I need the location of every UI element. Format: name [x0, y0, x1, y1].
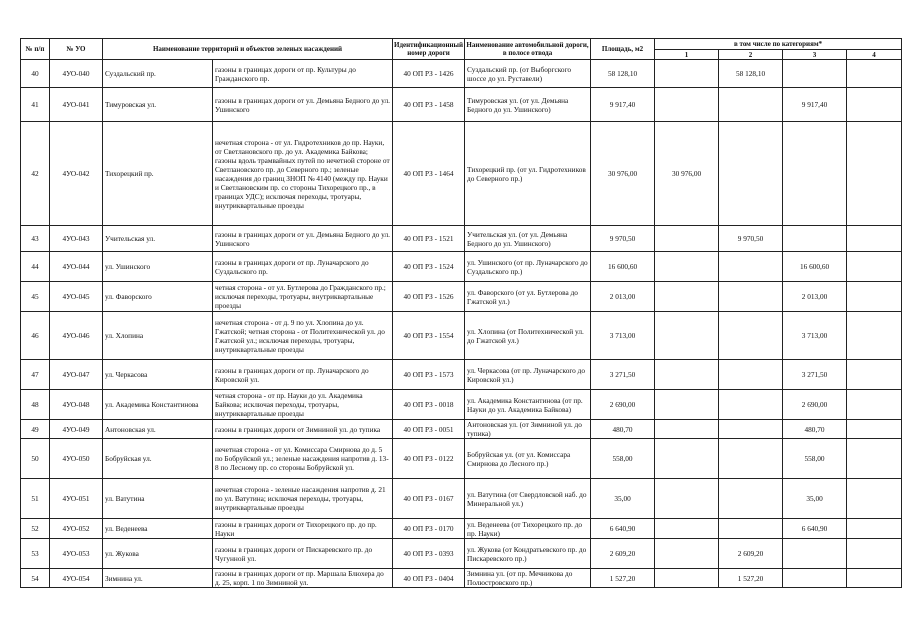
row-category-2: 58 128,10	[719, 60, 783, 88]
table-row	[21, 88, 902, 122]
row-number: 48	[21, 390, 50, 420]
row-category-2	[719, 282, 783, 312]
row-category-4	[847, 312, 902, 360]
row-name: Суздальский пр.	[103, 60, 213, 88]
row-category-4	[847, 479, 902, 519]
row-area: 58 128,10	[591, 60, 655, 88]
row-category-4	[847, 420, 902, 439]
row-category-1: 30 976,00	[655, 122, 719, 226]
row-road-id: 40 ОП РЗ - 0393	[393, 539, 465, 569]
row-category-4	[847, 282, 902, 312]
table-header	[21, 39, 902, 60]
table-row	[21, 439, 902, 479]
table-row	[21, 360, 902, 390]
row-code: 4УО-048	[50, 390, 103, 420]
row-code: 4УО-041	[50, 88, 103, 122]
row-name: Учительская ул.	[103, 226, 213, 252]
row-area: 3 271,50	[591, 360, 655, 390]
row-name: ул. Черкасова	[103, 360, 213, 390]
row-road-name: ул. Веденеева (от Тихорецкого пр. до пр. Науки)	[465, 519, 591, 539]
row-category-1	[655, 479, 719, 519]
row-category-1	[655, 390, 719, 420]
row-number: 45	[21, 282, 50, 312]
row-road-name: Тихорецкий пр. (от ул. Гидротехников до Северного пр.)	[465, 122, 591, 226]
row-category-1	[655, 282, 719, 312]
row-category-1	[655, 226, 719, 252]
row-category-3: 9 917,40	[783, 88, 847, 122]
row-name: Антоновская ул.	[103, 420, 213, 439]
row-category-3	[783, 539, 847, 569]
row-description: четная сторона - от пр. Науки до ул. Академика Байкова; исключая переходы, тротуары, внутриквартальные проезды	[213, 390, 393, 420]
row-road-id: 40 ОП РЗ - 0170	[393, 519, 465, 539]
table-row	[21, 122, 902, 226]
row-code: 4УО-044	[50, 252, 103, 282]
row-description: нечетная сторона - зеленые насаждения напротив д. 21 по ул. Ватутина; исключая переходы, тротуары, внутриквартальные проезды	[213, 479, 393, 519]
row-name: ул. Ватутина	[103, 479, 213, 519]
row-number: 47	[21, 360, 50, 390]
row-description: газоны в границах дороги от пр. Культуры до Гражданского пр.	[213, 60, 393, 88]
row-code: 4УО-052	[50, 519, 103, 539]
row-code: 4УО-053	[50, 539, 103, 569]
row-name: ул. Хлопина	[103, 312, 213, 360]
table-body	[21, 60, 902, 588]
row-code: 4УО-047	[50, 360, 103, 390]
row-category-4	[847, 390, 902, 420]
row-road-id: 40 ОП РЗ - 1526	[393, 282, 465, 312]
row-category-3: 2 690,00	[783, 390, 847, 420]
row-area: 2 013,00	[591, 282, 655, 312]
row-area: 6 640,90	[591, 519, 655, 539]
header-num: № п/п	[21, 39, 50, 60]
row-name: ул. Фаворского	[103, 282, 213, 312]
row-number: 53	[21, 539, 50, 569]
table-row	[21, 226, 902, 252]
row-number: 41	[21, 88, 50, 122]
table-row	[21, 479, 902, 519]
row-road-name: Тимуровская ул. (от ул. Демьяна Бедного до ул. Ушинского)	[465, 88, 591, 122]
row-category-1	[655, 519, 719, 539]
row-description: газоны в границах дороги от ул. Демьяна Бедного до ул. Ушинского	[213, 88, 393, 122]
row-description: нечетная сторона - от ул. Гидротехников до пр. Науки, от Светлановского пр. до ул. Академика Байкова; газоны вдоль трамвайных путей по нечетной стороне от Светлановского пр. до Северного пр.; зеленые насаждения до границ ЗНОП № 4140 (между пр. Науки и Светлановским пр. со стороны Тихорецкого пр., в границах УДС); исключая переходы, тротуары, внутриквартальные проезды	[213, 122, 393, 226]
row-description: газоны в границах дороги от ул. Демьяна Бедного до ул. Ушинского	[213, 226, 393, 252]
row-road-name: Учительская ул. (от ул. Демьяна Бедного до ул. Ушинского)	[465, 226, 591, 252]
row-road-id: 40 ОП РЗ - 0167	[393, 479, 465, 519]
row-category-3: 3 713,00	[783, 312, 847, 360]
row-description: нечетная сторона - от ул. Комиссара Смирнова до д. 5 по Бобруйской ул.; зеленые насаждения напротив д. 13-8 по Лесному пр. со стороны Бобруйской ул.	[213, 439, 393, 479]
header-cat-4: 4	[847, 50, 902, 60]
row-road-id: 40 ОП РЗ - 1464	[393, 122, 465, 226]
green-spaces-table	[20, 38, 902, 588]
row-road-id: 40 ОП РЗ - 0018	[393, 390, 465, 420]
row-category-4	[847, 539, 902, 569]
row-category-1	[655, 88, 719, 122]
row-code: 4УО-051	[50, 479, 103, 519]
row-category-4	[847, 360, 902, 390]
row-category-4	[847, 439, 902, 479]
header-uyo: № УО	[50, 39, 103, 60]
row-number: 54	[21, 569, 50, 588]
row-area: 1 527,20	[591, 569, 655, 588]
table-row	[21, 312, 902, 360]
row-name: Тихорецкий пр.	[103, 122, 213, 226]
row-category-3: 35,00	[783, 479, 847, 519]
row-category-2	[719, 88, 783, 122]
row-code: 4УО-042	[50, 122, 103, 226]
row-category-4	[847, 519, 902, 539]
row-road-name: Зимнина ул. (от пр. Мечникова до Полюстровского пр.)	[465, 569, 591, 588]
header-name: Наименование территорий и объектов зеленых насаждений	[103, 39, 393, 60]
table-row	[21, 282, 902, 312]
row-road-id: 40 ОП РЗ - 1524	[393, 252, 465, 282]
row-number: 42	[21, 122, 50, 226]
row-road-id: 40 ОП РЗ - 1554	[393, 312, 465, 360]
row-code: 4УО-043	[50, 226, 103, 252]
row-number: 51	[21, 479, 50, 519]
row-code: 4УО-046	[50, 312, 103, 360]
row-road-id: 40 ОП РЗ - 0051	[393, 420, 465, 439]
row-road-id: 40 ОП РЗ - 1426	[393, 60, 465, 88]
table-row	[21, 252, 902, 282]
row-road-name: ул. Жукова (от Кондратьевского пр. до Пискаревского пр.)	[465, 539, 591, 569]
row-category-2: 9 970,50	[719, 226, 783, 252]
row-category-1	[655, 569, 719, 588]
row-description: газоны в границах дороги от пр. Луначарского до Кировской ул.	[213, 360, 393, 390]
row-area: 3 713,00	[591, 312, 655, 360]
row-category-1	[655, 312, 719, 360]
row-code: 4УО-045	[50, 282, 103, 312]
row-category-3: 480,70	[783, 420, 847, 439]
header-road: Наименование автомобильной дороги, в полосе отвода	[465, 39, 591, 60]
row-code: 4УО-040	[50, 60, 103, 88]
table-row	[21, 519, 902, 539]
header-cat-1: 1	[655, 50, 719, 60]
row-category-1	[655, 60, 719, 88]
row-category-2	[719, 252, 783, 282]
header-cat-2: 2	[719, 50, 783, 60]
row-category-4	[847, 252, 902, 282]
row-road-name: Бобруйская ул. (от ул. Комиссара Смирнова до Лесного пр.)	[465, 439, 591, 479]
row-code: 4УО-054	[50, 569, 103, 588]
row-area: 9 917,40	[591, 88, 655, 122]
table-row	[21, 420, 902, 439]
row-category-4	[847, 88, 902, 122]
row-road-name: Суздальский пр. (от Выборгского шоссе до ул. Руставели)	[465, 60, 591, 88]
row-area: 30 976,00	[591, 122, 655, 226]
document-page	[20, 38, 902, 588]
row-description: газоны в границах дороги от Пискаревского пр. до Чугунной ул.	[213, 539, 393, 569]
row-name: ул. Жукова	[103, 539, 213, 569]
row-area: 9 970,50	[591, 226, 655, 252]
row-category-2	[719, 390, 783, 420]
row-road-name: ул. Ватутина (от Свердловской наб. до Минеральной ул.)	[465, 479, 591, 519]
row-number: 49	[21, 420, 50, 439]
table-row	[21, 539, 902, 569]
row-name: ул. Веденеева	[103, 519, 213, 539]
row-category-3: 2 013,00	[783, 282, 847, 312]
header-cat-3: 3	[783, 50, 847, 60]
row-code: 4УО-049	[50, 420, 103, 439]
row-description: газоны в границах дороги от Тихорецкого пр. до пр. Науки	[213, 519, 393, 539]
row-name: ул. Академика Константинова	[103, 390, 213, 420]
row-category-1	[655, 252, 719, 282]
row-category-2	[719, 360, 783, 390]
row-road-name: ул. Фаворского (от ул. Бутлерова до Гжатской ул.)	[465, 282, 591, 312]
row-number: 52	[21, 519, 50, 539]
row-category-2: 1 527,20	[719, 569, 783, 588]
row-area: 480,70	[591, 420, 655, 439]
row-category-3: 3 271,50	[783, 360, 847, 390]
row-description: газоны в границах дороги от Зимниной ул. до тупика	[213, 420, 393, 439]
row-road-name: ул. Ушинского (от пр. Луначарского до Суздальского пр.)	[465, 252, 591, 282]
row-category-2	[719, 312, 783, 360]
row-category-1	[655, 360, 719, 390]
row-name: ул. Ушинского	[103, 252, 213, 282]
row-category-2	[719, 420, 783, 439]
table-row	[21, 390, 902, 420]
row-area: 16 600,60	[591, 252, 655, 282]
table-row	[21, 569, 902, 588]
row-area: 2 609,20	[591, 539, 655, 569]
row-category-2	[719, 122, 783, 226]
row-category-2	[719, 519, 783, 539]
row-category-4	[847, 226, 902, 252]
table-row	[21, 60, 902, 88]
row-category-4	[847, 122, 902, 226]
row-number: 44	[21, 252, 50, 282]
row-road-name: ул. Черкасова (от пр. Луначарского до Кировской ул.)	[465, 360, 591, 390]
row-category-3: 6 640,90	[783, 519, 847, 539]
row-category-3	[783, 60, 847, 88]
row-description: четная сторона - от ул. Бутлерова до Гражданского пр.; исключая переходы, тротуары, внутриквартальные проезды	[213, 282, 393, 312]
row-category-3: 558,00	[783, 439, 847, 479]
row-number: 40	[21, 60, 50, 88]
row-category-1	[655, 539, 719, 569]
row-category-2	[719, 439, 783, 479]
row-category-4	[847, 60, 902, 88]
row-code: 4УО-050	[50, 439, 103, 479]
row-category-1	[655, 439, 719, 479]
row-description: газоны в границах дороги от пр. Луначарского до Суздальского пр.	[213, 252, 393, 282]
row-category-3	[783, 122, 847, 226]
row-road-name: ул. Академика Константинова (от пр. Науки до ул. Академика Байкова)	[465, 390, 591, 420]
header-area: Площадь, м2	[591, 39, 655, 60]
row-road-name: Антоновская ул. (от Зимниной ул. до тупика)	[465, 420, 591, 439]
row-name: Зимнина ул.	[103, 569, 213, 588]
row-name: Тимуровская ул.	[103, 88, 213, 122]
row-number: 46	[21, 312, 50, 360]
row-road-name: ул. Хлопина (от Политехнической ул. до Гжатской ул.)	[465, 312, 591, 360]
row-category-4	[847, 569, 902, 588]
row-category-3	[783, 569, 847, 588]
header-categories: в том числе по категориям*	[655, 39, 902, 50]
row-name: Бобруйская ул.	[103, 439, 213, 479]
row-road-id: 40 ОП РЗ - 0122	[393, 439, 465, 479]
row-area: 35,00	[591, 479, 655, 519]
row-category-2	[719, 479, 783, 519]
row-category-3: 16 600,60	[783, 252, 847, 282]
row-road-id: 40 ОП РЗ - 1573	[393, 360, 465, 390]
row-number: 43	[21, 226, 50, 252]
row-road-id: 40 ОП РЗ - 0404	[393, 569, 465, 588]
row-road-id: 40 ОП РЗ - 1521	[393, 226, 465, 252]
row-area: 2 690,00	[591, 390, 655, 420]
row-description: нечетная сторона - от д. 9 по ул. Хлопина до ул. Гжатской; четная сторона - от Политехнической ул. до Гжатской ул.; исключая переходы, тротуары, внутриквартальные проезды	[213, 312, 393, 360]
row-category-1	[655, 420, 719, 439]
row-number: 50	[21, 439, 50, 479]
row-area: 558,00	[591, 439, 655, 479]
row-category-2: 2 609,20	[719, 539, 783, 569]
row-description: газоны в границах дороги от пр. Маршала Блюхера до д. 25, корп. 1 по Зимниной ул.	[213, 569, 393, 588]
row-road-id: 40 ОП РЗ - 1458	[393, 88, 465, 122]
header-ident: Идентификационный номер дороги	[393, 39, 465, 60]
row-category-3	[783, 226, 847, 252]
